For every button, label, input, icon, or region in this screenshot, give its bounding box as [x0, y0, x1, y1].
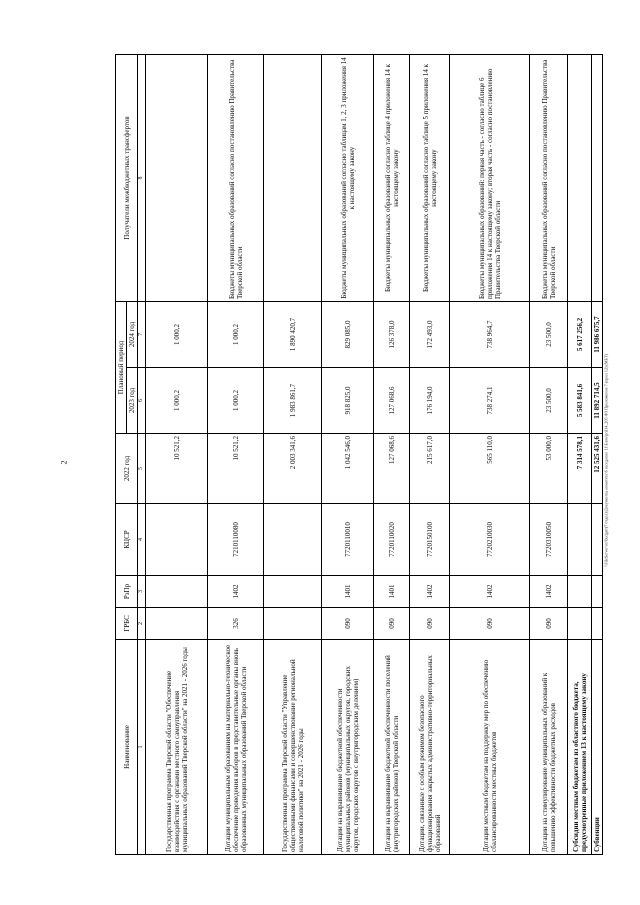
row-rzpr [592, 576, 603, 608]
row-2023: 23 500,0 [530, 368, 568, 434]
row-2022: 10 521,2 [208, 434, 264, 504]
row-2024: 126 378,0 [374, 302, 410, 368]
row-2024: 11 986 675,7 [592, 302, 603, 368]
row-kcsr: 7210110080 [208, 504, 264, 576]
col-index: 1 [138, 640, 146, 855]
header-kcsr: КЦСР [116, 504, 138, 576]
row-recipients: Бюджеты муниципальных образований согласно постановлению Правительства Тверской области [208, 55, 264, 302]
row-2022: 1 042 546,0 [322, 434, 374, 504]
col-index: 4 [138, 504, 146, 576]
row-grbs [592, 608, 603, 640]
row-2024: 738 964,7 [450, 302, 530, 368]
row-name: Государственная программа Тверской области "Управление общественными финансами и совершенствование региональной налоговой политики" на 2021 - 2026 годы [264, 640, 322, 855]
row-rzpr: 1402 [208, 576, 264, 608]
transfers-table [115, 54, 603, 855]
row-grbs: 090 [410, 608, 450, 640]
table-row [410, 55, 450, 855]
row-kcsr [592, 504, 603, 576]
row-name: Дотации, связанные с особым режимом безопасного функционирования закрытых административно-территориальных образований [410, 640, 450, 855]
row-kcsr: 7720110020 [374, 504, 410, 576]
row-2024: 1 000,2 [208, 302, 264, 368]
table-row [374, 55, 410, 855]
row-name: Дотации муниципальным образованиям на материально-техническое обеспечение проведения выборов в представительные органы вновь образованных муниципальных образований Тверской области [208, 640, 264, 855]
row-rzpr [264, 576, 322, 608]
row-2023: 176 194,0 [410, 368, 450, 434]
row-recipients [568, 55, 592, 302]
row-name: Дотации на стимулирование муниципальных образований к повышению эффективности бюджетных расходов [530, 640, 568, 855]
row-2022: 127 068,6 [374, 434, 410, 504]
row-2023: 1 000,2 [208, 368, 264, 434]
row-2023: 1 000,2 [146, 368, 208, 434]
row-recipients [146, 55, 208, 302]
row-grbs: 090 [450, 608, 530, 640]
header-planned-period: Плановый период [116, 302, 127, 434]
row-kcsr: 7720110010 [322, 504, 374, 576]
row-kcsr [146, 504, 208, 576]
row-2024: 1 000,2 [146, 302, 208, 368]
row-2023: 918 825,0 [322, 368, 374, 434]
column-index-row [138, 55, 146, 855]
row-2024: 829 085,0 [322, 302, 374, 368]
row-recipients: Бюджеты муниципальных образований согласно таблицам 1, 2, 3 приложения 14 к настоящему закону [322, 55, 374, 302]
row-recipients: Бюджеты муниципальных образований согласно таблице 5 приложения 14 к настоящему закону [410, 55, 450, 302]
row-name: Дотации на выравнивание бюджетной обеспеченности поселений (внутригородских районов) Тверской области [374, 640, 410, 855]
row-rzpr: 1401 [322, 576, 374, 608]
page-number: 2 [59, 460, 69, 465]
table-row [264, 55, 322, 855]
row-2022: 215 617,0 [410, 434, 450, 504]
col-index: 2 [138, 608, 146, 640]
row-grbs: 090 [374, 608, 410, 640]
table-row [530, 55, 568, 855]
row-2022: 53 000,0 [530, 434, 568, 504]
row-kcsr: 7720310050 [530, 504, 568, 576]
row-name: Государственная программа Тверской области "Обеспечение взаимодействия с органами местного самоуправления муниципальных образований Тверской области" на 2021 - 2026 годы [146, 640, 208, 855]
header-2023: 2023 год [127, 368, 138, 434]
header-rzpr: РзПр [116, 576, 138, 608]
row-grbs: 326 [208, 608, 264, 640]
row-2023: 5 583 841,6 [568, 368, 592, 434]
row-rzpr: 1402 [530, 576, 568, 608]
row-2023: 127 068,6 [374, 368, 410, 434]
row-grbs [146, 608, 208, 640]
row-2024: 5 617 256,2 [568, 302, 592, 368]
header-row-1 [116, 55, 127, 855]
row-name: Субсидии местным бюджетам из областного бюджета, предусмотренные приложением 13 к настоящему закону [568, 640, 592, 855]
table-row [146, 55, 208, 855]
row-rzpr: 1402 [410, 576, 450, 608]
header-2022: 2022 год [116, 434, 138, 504]
row-2024: 1 890 420,7 [264, 302, 322, 368]
row-grbs [264, 608, 322, 640]
row-recipients: Бюджеты муниципальных образований: первая часть - согласно таблице 6 приложения 14 к настоящему закону; вторая часть - согласно постановлению Правительства Тверской области [450, 55, 530, 302]
row-grbs [568, 608, 592, 640]
row-2023: 1 983 861,7 [264, 368, 322, 434]
row-name: Дотации местным бюджетам на поддержку мер по обеспечению сбалансированности местных бюджетов [450, 640, 530, 855]
table-row [592, 55, 603, 855]
row-2023: 738 274,1 [450, 368, 530, 434]
row-recipients: Бюджеты муниципальных образований согласно таблице 4 приложения 14 к настоящему закону [374, 55, 410, 302]
row-2022: 12 525 431,6 [592, 434, 603, 504]
row-grbs: 090 [530, 608, 568, 640]
row-2023: 11 892 714,5 [592, 368, 603, 434]
row-recipients [592, 55, 603, 302]
row-rzpr: 1401 [374, 576, 410, 608]
rotated-page [115, 55, 602, 855]
col-index: 7 [138, 302, 146, 368]
row-2024: 172 493,0 [410, 302, 450, 368]
row-recipients [264, 55, 322, 302]
row-rzpr: 1402 [450, 576, 530, 608]
table-row [450, 55, 530, 855]
row-name: Дотации на выравнивание бюджетной обеспеченности муниципальных районов (муниципальных округов, городских округов, городских округов с внутригородским делением) [322, 640, 374, 855]
col-index: 6 [138, 368, 146, 434]
row-2024: 23 500,0 [530, 302, 568, 368]
row-kcsr [264, 504, 322, 576]
row-rzpr [146, 576, 208, 608]
row-recipients: Бюджеты муниципальных образований согласно постановлению Правительства Тверской области [530, 55, 568, 302]
header-2024: 2024 год [127, 302, 138, 368]
table-row [208, 55, 264, 855]
row-name: Субвенции [592, 640, 603, 855]
table-row [322, 55, 374, 855]
row-2022: 10 521,2 [146, 434, 208, 504]
row-kcsr: 7720210030 [450, 504, 530, 576]
col-index: 8 [138, 55, 146, 302]
table-row [568, 55, 592, 855]
row-rzpr [568, 576, 592, 608]
row-2022: 565 110,0 [450, 434, 530, 504]
footer-file-path: \\FileServer\on\budget\(7 отдел)\Документы комитета\6 заседание 11\Блок\pril14_205 ФЗ Приложение 7 (прил 12) (МБТ) [603, 354, 609, 567]
row-kcsr [568, 504, 592, 576]
row-2022: 7 314 578,1 [568, 434, 592, 504]
row-2022: 2 003 341,6 [264, 434, 322, 504]
row-grbs: 090 [322, 608, 374, 640]
header-grbs: ГРБС [116, 608, 138, 640]
header-recipients: Получатели межбюджетных трансфертов [116, 55, 138, 302]
header-name: Наименование [116, 640, 138, 855]
col-index: 5 [138, 434, 146, 504]
row-kcsr: 7720150100 [410, 504, 450, 576]
col-index: 3 [138, 576, 146, 608]
